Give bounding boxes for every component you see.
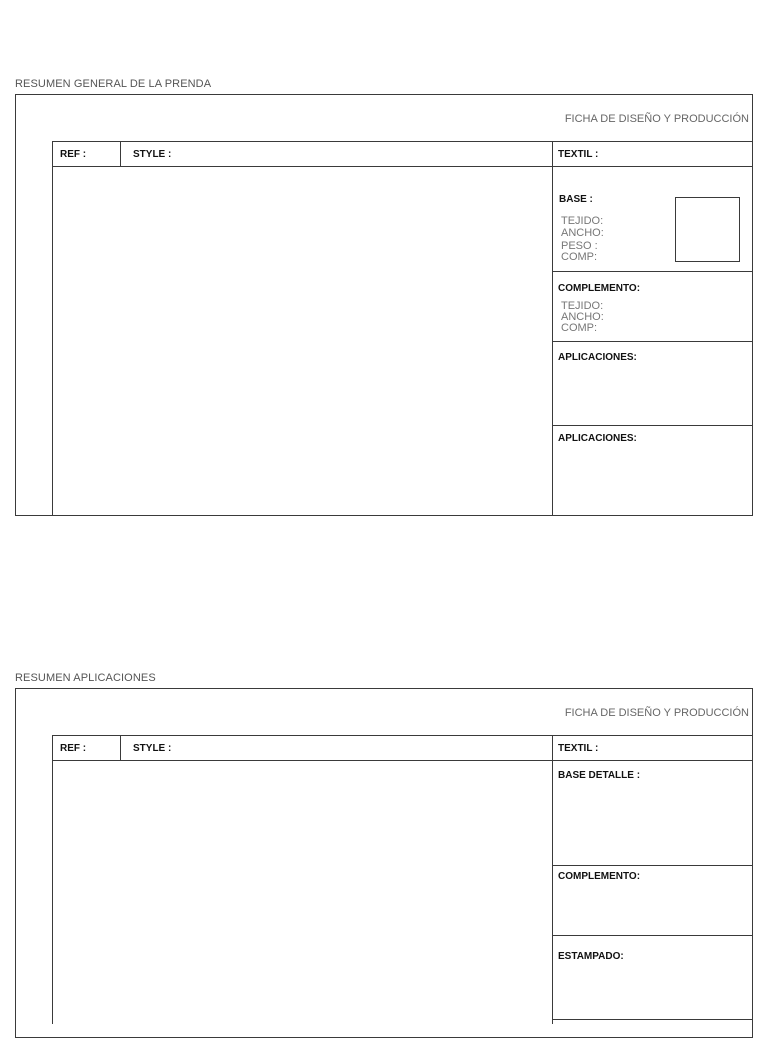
ref-label: REF : <box>60 149 87 160</box>
header-top-line-2 <box>52 735 753 736</box>
right-panel-divider-2 <box>552 735 553 1024</box>
right-panel-divider <box>552 141 553 516</box>
complemento-bottom-line-2 <box>552 935 753 936</box>
ref-label-2: REF : <box>60 743 87 754</box>
base-peso: PESO : <box>561 240 598 252</box>
aplicaciones-label-2: APLICACIONES: <box>558 433 637 444</box>
applications-drawing-area[interactable] <box>53 761 552 1024</box>
complemento-label-2: COMPLEMENTO: <box>558 871 641 882</box>
ref-divider-2 <box>120 735 121 761</box>
base-tejido: TEJIDO: <box>561 215 604 227</box>
section-title-resumen-general: RESUMEN GENERAL DE LA PRENDA <box>15 78 212 90</box>
header-top-line <box>52 141 753 142</box>
base-detalle-label: BASE DETALLE : <box>558 770 641 781</box>
section-title-resumen-aplicaciones: RESUMEN APLICACIONES <box>15 672 156 684</box>
ficha-title: FICHA DE DISEÑO Y PRODUCCIÓN <box>564 113 749 125</box>
estampado-label: ESTAMPADO: <box>558 951 624 962</box>
textil-label: TEXTIL : <box>558 149 599 160</box>
style-label: STYLE : <box>133 149 172 160</box>
complemento-label: COMPLEMENTO: <box>558 283 641 294</box>
textil-label-2: TEXTIL : <box>558 743 599 754</box>
base-detalle-bottom-line <box>552 865 753 866</box>
base-comp: COMP: <box>561 251 598 263</box>
complemento-bottom-line <box>552 341 753 342</box>
ref-divider <box>120 141 121 167</box>
complemento-ancho: ANCHO: <box>561 311 604 323</box>
complemento-tejido: TEJIDO: <box>561 300 604 312</box>
ficha-title-2: FICHA DE DISEÑO Y PRODUCCIÓN <box>564 707 749 719</box>
aplicaciones-bottom-line <box>552 425 753 426</box>
base-ancho: ANCHO: <box>561 227 604 239</box>
aplicaciones-label-1: APLICACIONES: <box>558 352 637 363</box>
complemento-comp: COMP: <box>561 322 598 334</box>
base-fabric-swatch[interactable] <box>675 197 740 262</box>
style-label-2: STYLE : <box>133 743 172 754</box>
estampado-bottom-line <box>552 1019 753 1020</box>
garment-drawing-area[interactable] <box>53 167 552 515</box>
base-bottom-line <box>552 271 753 272</box>
base-label: BASE : <box>559 194 593 205</box>
